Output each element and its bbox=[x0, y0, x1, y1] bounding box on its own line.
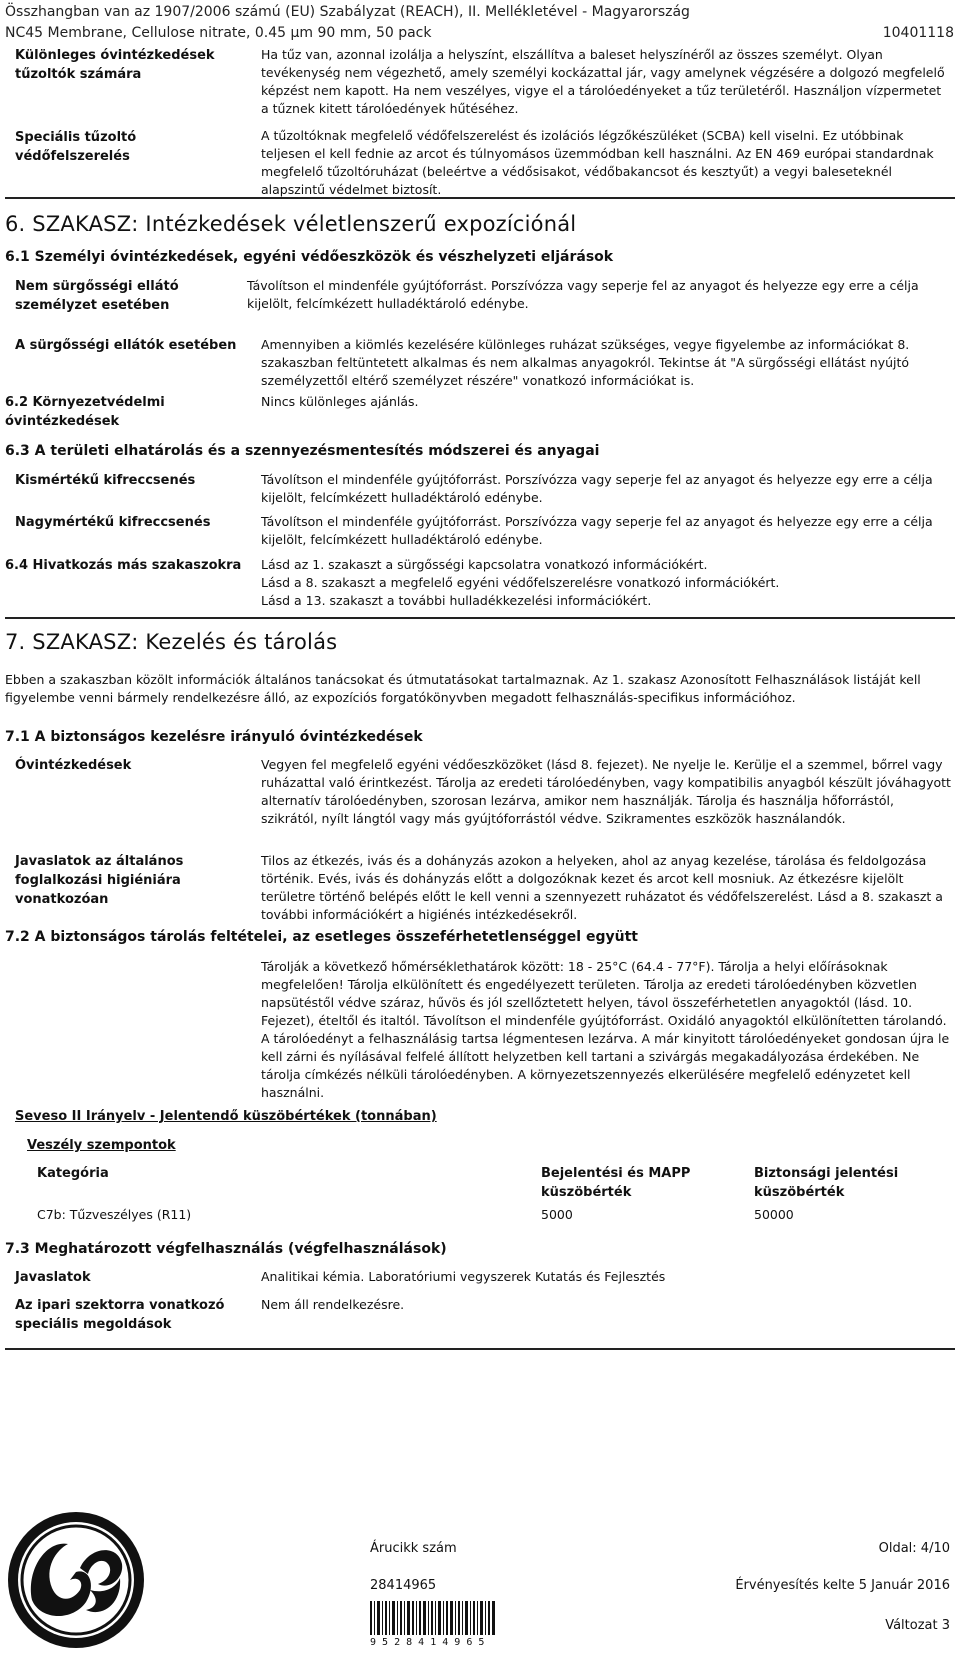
section-divider bbox=[5, 1348, 955, 1350]
section-6-title: 6. SZAKASZ: Intézkedések véletlenszerű expozíciónál bbox=[5, 212, 577, 236]
reference-sections-list bbox=[261, 556, 951, 610]
subsection-6-1-title: 6.1 Személyi óvintézkedések, egyéni védőeszközök és vészhelyzeti eljárások bbox=[5, 249, 614, 265]
storage-conditions-text: Tárolják a következő hőmérséklethatárok között: 18 - 25°C (64.4 - 77°F). Tárolja a helyi előírásoknak megfelelően! Tárolja elkülönített és engedélyezett területen. Tárolja az eredeti tárolóedényben közvetlen napsütéstől védve száraz, hűvös és jól szellőztetett helyen, távol összeférhetetlen anyagoktól (lásd. 10. Fejezet), ételtől és italtól. Távolítson el mindenféle gyújtóforrást. Oxidáló anyagoktól elkülönítetten tárolandó. A tárolóedényt a felhasználásig tartsa légmentesen lezárva. A már kinyitott tárolóedényeket gondosan újra le kell zárni és nyílásával felfelé állított helyzetben kell tartani a szivárgás megakadályozása érdekében. Ne tárolja címkézés nélküli tárolóedényben. A környezetszennyezés elkerülésére megfelelő edényzetet kell használni. bbox=[261, 959, 950, 1100]
table-header-category: Kategória bbox=[37, 1166, 109, 1181]
precautions-label: Óvintézkedések bbox=[15, 758, 132, 773]
firefighter-precautions-label: Különleges óvintézkedések tűzoltók számára bbox=[15, 48, 215, 82]
precautions-text: Vegyen fel megfelelő egyéni védőeszközöket (lásd 8. fejezet). Ne nyelje le. Kerülje el a szemmel, bőrrel vagy ruházattal való érintkezést. Tárolja az eredeti tárolóedényben, vagy kompatibilis anyagból készült jóváhagyott alternatív tárolóedényben, szorosan lezárva, amikor nem használják. Tárolja és használja hőforrástól, szikrától, nyílt lángtól vagy más gyújtóforrástól védve. Szikramentes eszközök használandók. bbox=[261, 757, 951, 826]
environmental-precautions-text: Nincs különleges ajánlás. bbox=[261, 394, 419, 409]
environmental-precautions-label: 6.2 Környezetvédelmi óvintézkedések bbox=[5, 395, 165, 429]
barcode-digits: 9 5 2 8 4 1 4 9 6 5 bbox=[370, 1637, 485, 1648]
large-spill-label: Nagymértékű kifreccsenés bbox=[15, 515, 211, 530]
small-spill-label: Kismértékű kifreccsenés bbox=[15, 473, 196, 488]
small-spill-text: Távolítson el mindenféle gyújtóforrást. Porszívózza vagy seperje fel az anyagot és helyezze egy erre a célja kijelölt, felcímkézett hulladéktároló edénybe. bbox=[261, 472, 933, 505]
version: Változat 3 bbox=[885, 1618, 950, 1633]
section-7-intro: Ebben a szakaszban közölt információk általános tanácsokat és útmutatásokat tartalmaznak. Az 1. szakasz Azonosított Felhasználások listáját kell figyelembe venni bármely rendelkezésre álló, az expozíciós forgatókönyvben megadott felhasználás-specifikus információhoz. bbox=[5, 672, 921, 705]
hygiene-advice-label: Javaslatok az általános foglalkozási higiéniára vonatkozóan bbox=[15, 854, 184, 907]
subsection-7-1-title: 7.1 A biztonságos kezelésre irányuló óvintézkedések bbox=[5, 729, 423, 745]
hazard-criteria-title: Veszély szempontok bbox=[27, 1138, 176, 1153]
product-name: NC45 Membrane, Cellulose nitrate, 0.45 µm 90 mm, 50 pack bbox=[5, 25, 432, 41]
table-header-notification: Bejelentési és MAPP küszöbérték bbox=[541, 1166, 691, 1200]
barcode bbox=[370, 1601, 495, 1635]
product-code: 10401118 bbox=[882, 25, 954, 41]
subsection-7-3-title: 7.3 Meghatározott végfelhasználás (végfelhasználások) bbox=[5, 1241, 447, 1257]
emergency-responders-label: A sürgősségi ellátók esetében bbox=[15, 338, 237, 353]
item-number-label: Árucikk szám bbox=[370, 1541, 457, 1556]
industrial-solutions-label: Az ipari szektorra vonatkozó speciális megoldások bbox=[15, 1298, 225, 1332]
table-header-safety-report: Biztonsági jelentési küszöbérték bbox=[754, 1166, 899, 1200]
regulation-header: Összhangban van az 1907/2006 számú (EU) Szabályzat (REACH), II. Mellékletével - Magyarország bbox=[5, 4, 690, 20]
recommendations-label: Javaslatok bbox=[15, 1270, 91, 1285]
reference-line: Lásd az 1. szakaszt a sürgősségi kapcsolatra vonatkozó információkért. bbox=[261, 557, 708, 572]
seveso-title: Seveso II Irányelv - Jelentendő küszöbértékek (tonnában) bbox=[15, 1109, 437, 1124]
subsection-6-3-title: 6.3 A területi elhatárolás és a szennyezésmentesítés módszerei és anyagai bbox=[5, 443, 600, 459]
firefighter-ppe-text: A tűzoltóknak megfelelő védőfelszerelést és izolációs légzőkészüléket (SCBA) kell viselni. Ez utóbbinak teljesen el kell fednie az arcot és túlnyomásos üzemmódban kell használni. Az EN 469 európai standardnak megfelelő tűzoltóruházat (beleértve a védősisakot, védőbakancsot és kesztyűt) a vegyi baleseteknél alapszintű védelmet biztosít. bbox=[261, 128, 934, 197]
validation-date: Érvényesítés kelte 5 Január 2016 bbox=[735, 1578, 950, 1593]
table-cell-safety-report: 50000 bbox=[754, 1207, 794, 1222]
section-divider bbox=[5, 197, 955, 199]
large-spill-text: Távolítson el mindenféle gyújtóforrást. Porszívózza vagy seperje fel az anyagot és helyezze egy erre a célja kijelölt, felcímkézett hulladéktároló edénybe. bbox=[261, 514, 933, 547]
item-number: 28414965 bbox=[370, 1578, 437, 1593]
recommendations-text: Analitikai kémia. Laboratóriumi vegyszerek Kutatás és Fejlesztés bbox=[261, 1269, 666, 1284]
section-7-title: 7. SZAKASZ: Kezelés és tárolás bbox=[5, 630, 338, 654]
non-emergency-personnel-text: Távolítson el mindenféle gyújtóforrást. Porszívózza vagy seperje fel az anyagot és helyezze egy erre a célja kijelölt, felcímkézett hulladéktároló edénybe. bbox=[247, 278, 919, 311]
section-divider bbox=[5, 617, 955, 619]
subsection-7-2-title: 7.2 A biztonságos tárolás feltételei, az esetleges összeférhetetlenséggel együtt bbox=[5, 929, 638, 945]
firefighter-ppe-label: Speciális tűzoltó védőfelszerelés bbox=[15, 130, 137, 164]
hygiene-advice-text: Tilos az étkezés, ivás és a dohányzás azokon a helyeken, ahol az anyag kezelése, tárolása és feldolgozása történik. Evés, ivás és dohányzás előtt a dolgozóknak kezet és arcot kell mosniuk. Az étkezésre kijelölt területre történő belépés előtt le kell venni a szennyezett ruházatot és védőfelszerelést. Lásd a 8. szakaszt a további információkért a higiénés intézkedésekről. bbox=[261, 853, 943, 922]
table-cell-category: C7b: Tűzveszélyes (R11) bbox=[37, 1207, 192, 1222]
company-logo bbox=[6, 1510, 146, 1650]
emergency-responders-text: Amennyiben a kiömlés kezelésére különleges ruházat szükséges, vegye figyelembe az információkat 8. szakaszban feltüntetett alkalmas és nem alkalmas anyagokról. Tekintse át "A sürgősségi ellátást nyújtó személyzettől eltérő személyzet részére" vonatkozó információkat is. bbox=[261, 337, 910, 388]
table-cell-notification: 5000 bbox=[541, 1207, 573, 1222]
reference-line: Lásd a 8. szakaszt a megfelelő egyéni védőfelszerelésre vonatkozó információkért. bbox=[261, 575, 780, 590]
firefighter-precautions-text: Ha tűz van, azonnal izolálja a helyszínt, elszállítva a baleset helyszínéről az összes személyt. Olyan tevékenység nem végezhető, amely személyi kockázattal jár, vagy amelynek végzésére a dolgozó megfelelő képzést nem kapott. Ha nem veszélyes, vigye el a tárolóedényeket a tűz területéről. Használjon vízpermetet a tűznek kitett tárolóedények hűtéséhez. bbox=[261, 47, 945, 116]
page-number: Oldal: 4/10 bbox=[878, 1541, 950, 1556]
non-emergency-personnel-label: Nem sürgősségi ellátó személyzet esetében bbox=[15, 279, 179, 313]
reference-line: Lásd a 13. szakaszt a további hulladékkezelési információkért. bbox=[261, 593, 652, 608]
reference-sections-label: 6.4 Hivatkozás más szakaszokra bbox=[5, 558, 242, 573]
industrial-solutions-text: Nem áll rendelkezésre. bbox=[261, 1297, 405, 1312]
